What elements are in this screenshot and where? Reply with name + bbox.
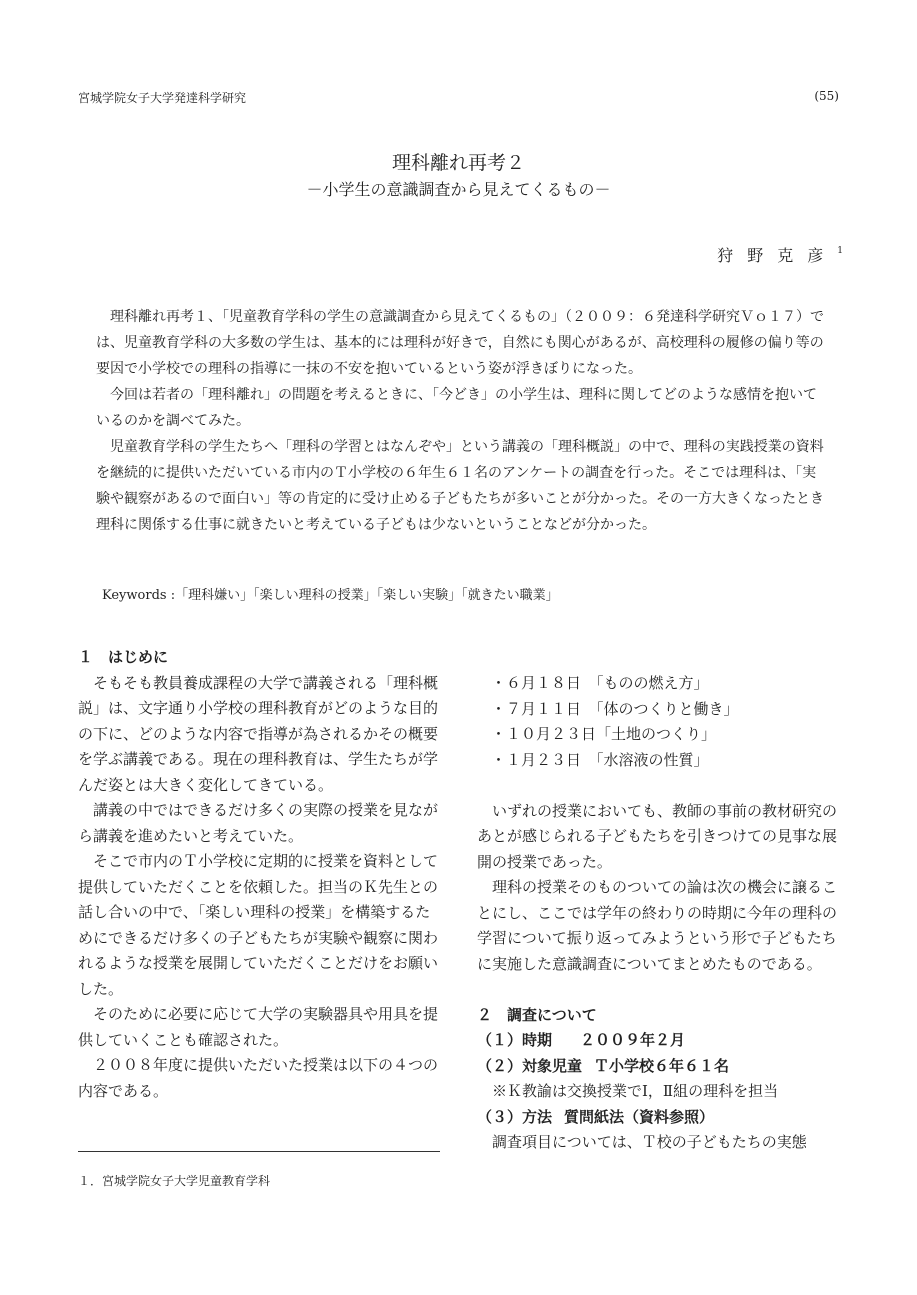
survey-subjects	[477, 1054, 839, 1080]
body-paragraph: 講義の中ではできるだけ多くの実際の授業を見ながら講義を進めたいと考えていた。	[78, 801, 439, 845]
keywords-items: 「理科嫌い」「楽しい理科の授業」「楽しい実験」「就きたい職業」	[175, 588, 559, 603]
survey-method-label: （３）方法	[477, 1107, 553, 1126]
survey-period-value: ２００９年２月	[580, 1031, 686, 1049]
body-paragraph: 理科の授業そのものついての論は次の機会に譲ることにし、ここでは学年の終わりの時期に今年の理科の学習について振り返ってみようという形で子どもたちに実施した意識調査についてまとめたものである。	[477, 878, 838, 973]
body-paragraph: 調査項目については、Ｔ校の子どもたちの実態	[492, 1133, 807, 1151]
abstract-paragraph: 児童教育学科の学生たちへ「理科の学習とはなんぞや」という講義の「理科概説」の中で、理科の実践授業の資料を継続的に提供いただいている市内のＴ小学校の６年生６１名のアンケートの調査を行った。そこでは理科は、「実験や観察があるので面白い」等の肯定的に受け止める子どもたちが多いことが分かった。その一方大きくなったとき理科に関係する仕事に就きたいと考えている子どもは少ないということなどが分かった。	[96, 439, 824, 533]
survey-method-value: 質問紙法（資料参照）	[564, 1107, 715, 1126]
survey-subjects-label: （２）対象児童	[477, 1056, 583, 1075]
abstract-paragraph: 今回は若者の「理科離れ」の問題を考えるときに、「今どき」の小学生は、理科に関してどのような感情を抱いているのかを調べてみた。	[96, 387, 817, 429]
journal-name: 宮城学院女子大学発達科学研究	[78, 91, 247, 105]
lesson-item: ・６月１８日 「ものの燃え方」	[491, 674, 709, 692]
section-2-heading: ２ 調査について	[477, 1005, 597, 1024]
author	[717, 243, 843, 266]
lesson-item: ・１０月２３日「土地のつくり」	[491, 725, 717, 743]
body-paragraph: そこで市内のＴ小学校に定期的に授業を資料として提供していただくことを依頼した。担当のＫ先生との話し合いの中で、「楽しい理科の授業」を構築するためにできるだけ多くの子どもたちが実験や観察に関われるような授業を展開していただくことだけをお願いした。	[78, 852, 439, 998]
lesson-item: ・１月２３日 「水溶液の性質」	[491, 750, 709, 769]
body-paragraph: そもそも教員養成課程の大学で講義される「理科概説」は、文字通り小学校の理科教育がどのような目的の下に、どのような内容で指導が為されるかその概要を学ぶ講義である。現在の理科教育は、学生たちが学んだ姿とは大きく変化してきている。	[78, 673, 439, 794]
right-column	[477, 671, 839, 1156]
body-paragraph: ２００８年度に提供いただいた授業は以下の４つの内容である。	[78, 1056, 439, 1100]
article-title: 理科離れ再考２	[391, 152, 525, 174]
body-paragraph: そのために必要に応じて大学の実験器具や用具を提供していくことも確認された。	[78, 1005, 439, 1049]
lesson-item: ・７月１１日 「体のつくりと働き」	[491, 699, 739, 718]
article-subtitle: －小学生の意識調査から見えてくるもの－	[306, 180, 611, 199]
abstract	[96, 304, 824, 538]
left-column	[78, 645, 440, 1104]
survey-subjects-note: ※Ｋ教諭は交換授業でⅠ，Ⅱ組の理科を担当	[492, 1082, 779, 1100]
footnote: １．宮城学院女子大学児童教育学科	[78, 1174, 271, 1188]
keywords	[102, 584, 559, 603]
survey-method	[477, 1105, 839, 1131]
lesson-list	[477, 671, 839, 773]
survey-subjects-value: Ｔ小学校６年６１名	[594, 1056, 730, 1075]
author-note-mark: 1	[837, 246, 843, 256]
keywords-label: Keywords :	[102, 588, 176, 603]
abstract-paragraph: 理科離れ再考１、「児童教育学科の学生の意識調査から見えてくるもの」（２００９：６発達科学研究Ｖｏ１７）では、児童教育学科の大多数の学生は、基本的には理科が好きで，自然にも関心があるが、高校理科の履修の偏り等の要因で小学校での理科の指導に一抹の不安を抱いているという姿が浮きぼりになった。	[96, 309, 824, 377]
section-1-heading: １ はじめに	[78, 648, 169, 666]
survey-period-label: （１）時期	[477, 1031, 553, 1049]
page-number: (55)	[814, 89, 839, 103]
survey-period	[477, 1028, 839, 1054]
author-name: 狩野克彦	[717, 246, 838, 265]
body-paragraph: いずれの授業においても、教師の事前の教材研究のあとが感じられる子どもたちを引きつけての見事な展開の授業であった。	[477, 801, 838, 871]
footnote-divider	[78, 1151, 440, 1152]
